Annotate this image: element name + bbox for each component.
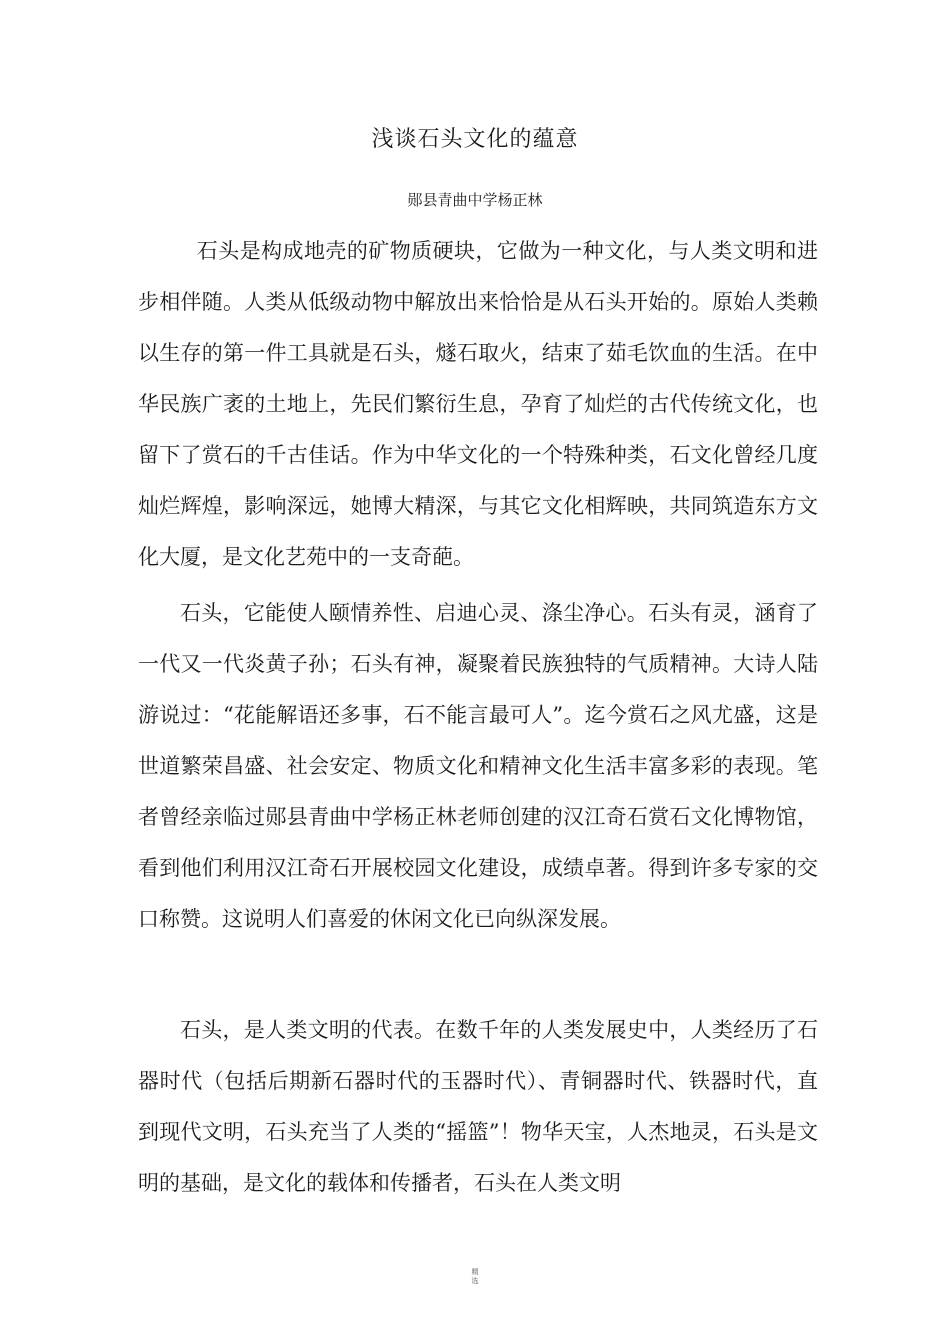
footer-line-1: 精: [471, 1268, 479, 1276]
author-byline: 郧县青曲中学杨正林: [407, 191, 543, 209]
paragraph-3: 石头，是人类文明的代表。在数千年的人类发展史中，人类经历了石器时代（包括后期新石器时代的玉器时代）、青铜器时代、铁器时代，直到现代文明，石头充当了人类的“摇篮”！物华天宝，人杰地灵，石头是文明的基础，是文化的载体和传播者，石头在人类文明: [138, 1018, 818, 1195]
paragraph-1: 石头是构成地壳的矿物质硬块，它做为一种文化，与人类文明和进步相伴随。人类从低级动物中解放出来恰恰是从石头开始的。原始人类赖以生存的第一件工具就是石头，燧石取火，结束了茹毛饮血的生活。在中华民族广袤的土地上，先民们繁衍生息，孕育了灿烂的古代传统文化，也留下了赏石的千古佳话。作为中华文化的一个特殊种类，石文化曾经几度灿烂辉煌，影响深远，她博大精深，与其它文化相辉映，共同筑造东方文化大厦，是文化艺苑中的一支奇葩。: [138, 239, 818, 569]
page-footer: [0, 1268, 950, 1286]
paragraph-2: 石头，它能使人颐情养性、启迪心灵、涤尘净心。石头有灵，涵育了一代又一代炎黄子孙；石头有神，凝聚着民族独特的气质精神。大诗人陆游说过：“花能解语还多事，石不能言最可人”。迄今赏石之风尤盛，这是世道繁荣昌盛、社会安定、物质文化和精神文化生活丰富多彩的表现。笔者曾经亲临过郧县青曲中学杨正林老师创建的汉江奇石赏石文化博物馆，看到他们利用汉江奇石开展校园文化建设，成绩卓著。得到许多专家的交口称赞。这说明人们喜爱的休闲文化已向纵深发展。: [138, 601, 818, 931]
document-title: 浅谈石头文化的蕴意: [371, 127, 579, 152]
footer-line-2: 选: [471, 1277, 479, 1285]
